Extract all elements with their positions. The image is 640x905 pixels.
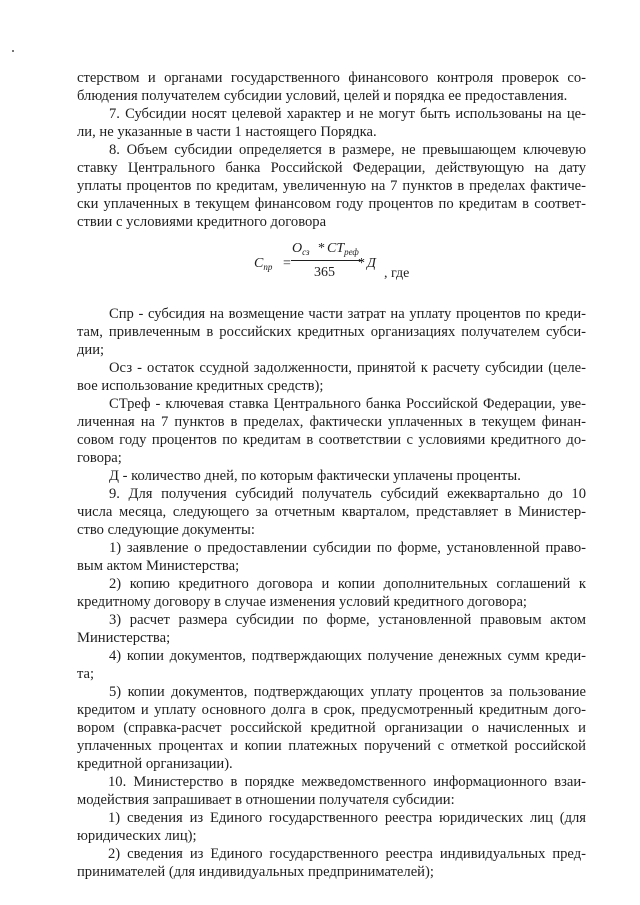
text-line: Д - количество дней, по которым фактически уплачены проценты. [109,468,521,484]
text-line: Спр - субсидия на возмещение части затрат на уплату процентов по креди- [109,306,586,322]
text-line: Осз - остаток ссудной задолженности, принятой к расчету субсидии (целе- [109,360,586,376]
text-line: 4) копии документов, подтверждающих получение денежных сумм креди- [109,648,586,664]
text-line: уплаты процентов по кредитам, увеличенную на 7 пунктов в пределах фактиче- [77,178,586,194]
text-line: вым актом Министерства; [77,558,240,574]
formula-numerator-b: $CT_{реф}$ [327,241,359,257]
text-line: 2) сведения из Единого государственного реестра индивидуальных пред- [108,846,586,862]
formula-where: , где [384,266,410,281]
formula-denominator: 365 [314,265,335,280]
text-line: ставку Центрального банка Российской Федерации, действующую на дату [77,160,586,176]
text-line: та; [77,666,95,682]
text-line: кредитной организации). [77,756,233,772]
text-line: ли, не указанные в части 1 настоящего Порядка. [77,124,377,140]
text-line: числа месяца, следующего за отчетным кварталом, представляет в Министер- [77,504,586,520]
formula-lhs: $C_{пр}$ [254,256,273,272]
fraction-bar [291,260,363,261]
text-line: юридических лиц); [77,828,197,844]
text-line: там, привлеченным в российских кредитных организациях получателем субси- [77,324,586,340]
text-line: принимателей (для индивидуальных предпринимателей); [77,864,434,880]
text-line: уплаченных процентах и копии платежных поручений с отметкой российской [77,738,586,754]
text-line: модействия запрашивает в отношении получателя субсидии: [77,792,455,808]
text-line: 1) сведения из Единого государственного реестра юридических лиц (для [108,810,586,826]
text-line: 1) заявление о предоставлении субсидии по форме, установленной право- [109,540,586,556]
text-line: кредитом и уплату основного долга в срок, предусмотренный кредитным дого- [77,702,586,718]
text-line: 7. Субсидии носят целевой характер и не могут быть использованы на це- [109,106,586,122]
text-line: ствии с условиями кредитного договора [77,214,327,230]
text-line: 8. Объем субсидии определяется в размере, не превышающем ключевую [109,142,586,158]
formula-equals: = [283,256,291,271]
text-line: 2) копию кредитного договора и копии дополнительных соглашений к [109,576,586,592]
formula-star: * [318,241,325,256]
text-line: 3) расчет размера субсидии по форме, установленной правовым актом [109,612,586,628]
text-line: личенная на 7 пунктов в пределах, фактически уплаченных в текущем финан- [77,414,586,430]
text-line: дии; [77,342,105,358]
text-line: СТреф - ключевая ставка Центрального банка Российской Федерации, уве- [109,396,586,412]
text-line: стерством и органами государственного финансового контроля проверок со- [77,70,586,86]
text-line: вором (справка-расчет российской кредитной организации о начисленных и [77,720,586,736]
text-line: говора; [77,450,122,466]
formula-tail: Д [367,256,376,271]
text-line: 5) копии документов, подтверждающих уплату процентов за пользование [109,684,586,700]
text-line: Министерства; [77,630,171,646]
formula-star: * [358,256,365,271]
text-line: 9. Для получения субсидий получатель субсидий ежеквартально до 10 [109,486,586,502]
text-line: кредитному договору в случае изменения условий кредитного договора; [77,594,527,610]
formula-numerator-a: $O_{сз}$ [292,241,310,257]
text-line: совом году процентов по кредитам в соответствии с условиями кредитного до- [77,432,586,448]
text-line: вое использование кредитных средств); [77,378,324,394]
text-line: ски уплаченных в текущем финансовом году процентов по кредитам в соответ- [77,196,586,212]
text-line: блюдения получателем субсидии условий, целей и порядка ее предоставления. [77,88,568,104]
text-line: ство следующие документы: [77,522,255,538]
text-line: 10. Министерство в порядке межведомственного информационного взаи- [108,774,586,790]
